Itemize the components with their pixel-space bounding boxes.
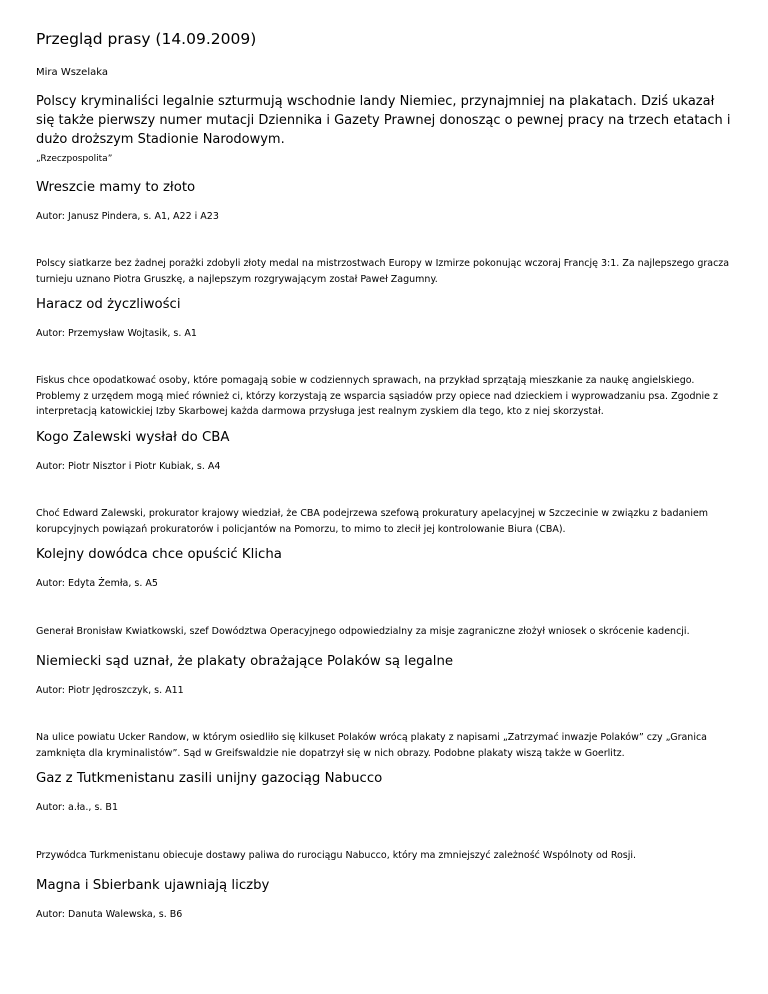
article-body: Przywódca Turkmenistanu obiecuje dostawy paliwa do rurociągu Nabucco, który ma zmniejszyć zależność Wspólnoty od Rosji. <box>36 850 637 861</box>
article <box>36 878 736 920</box>
source-name: „Rzeczpospolita” <box>36 154 113 164</box>
article <box>36 180 736 287</box>
article-body: Na ulice powiatu Ucker Randow, w którym osiedliło się kilkuset Polaków wrócą plakaty z napisami „Zatrzymać inwazje Polaków” czy „Granica zamknięta dla kryminalistów”. Sąd w Greifswaldzie nie dopatrzył się w nich obrazy. Podobne plakaty wiszą także w Goerlitz. <box>36 732 708 759</box>
article-heading: Wreszcie mamy to złoto <box>36 180 196 195</box>
article-author: Autor: a.ła., s. B1 <box>36 802 118 813</box>
article-author: Autor: Przemysław Wojtasik, s. A1 <box>36 328 197 339</box>
article-heading: Gaz z Tutkmenistanu zasili unijny gazociąg Nabucco <box>36 771 383 786</box>
article <box>36 297 736 420</box>
article-author: Autor: Janusz Pindera, s. A1, A22 i A23 <box>36 211 219 222</box>
article-author: Autor: Edyta Żemła, s. A5 <box>36 578 158 589</box>
article <box>36 771 736 864</box>
article-heading: Magna i Sbierbank ujawniają liczby <box>36 878 270 893</box>
review-author: Mira Wszelaka <box>36 67 108 78</box>
article-heading: Kogo Zalewski wysłał do CBA <box>36 430 230 445</box>
article-body: Choć Edward Zalewski, prokurator krajowy wiedział, że CBA podejrzewa szefową prokuratury apelacyjnej w Szczecinie w związku z badaniem korupcyjnych powiązań prokuratorów i policjantów na Pomorzu, to mimo to zlecił jej kontrolowanie Biura (CBA). <box>36 508 709 535</box>
article-body: Generał Bronisław Kwiatkowski, szef Dowództwa Operacyjnego odpowiedzialny za misje zagraniczne złożył wniosek o skrócenie kadencji. <box>36 626 690 637</box>
lead-paragraph: Polscy kryminaliści legalnie szturmują wschodnie landy Niemiec, przynajmniej na plakatach. Dziś ukazał się także pierwszy numer mutacji Dziennika i Gazety Prawnej donosząc o pewnej pracy na trzech etatach i dużo droższym Stadionie Narodowym. <box>36 94 731 147</box>
article <box>36 654 736 761</box>
article-author: Autor: Piotr Nisztor i Piotr Kubiak, s. A4 <box>36 461 221 472</box>
article-body: Fiskus chce opodatkować osoby, które pomagają sobie w codziennych sprawach, na przykład sprzątają mieszkanie za naukę angielskiego. Problemy z urzędem mogą mieć również ci, którzy korzystają ze wsparcia sąsiadów przy opiece nad dzieckiem i wyprowadzaniu psa. Zgodnie z interpretacją katowickiej Izby Skarbowej każda darmowa przysługa jest realnym zyskiem dla tego, kto z niej skorzystał. <box>36 375 718 417</box>
article <box>36 430 736 537</box>
article-body: Polscy siatkarze bez żadnej porażki zdobyli złoty medal na mistrzostwach Europy w Izmirze pokonując wczoraj Francję 3:1. Za najlepszego gracza turnieju uznano Piotra Gruszkę, a najlepszym rozgrywającym został Paweł Zagumny. <box>36 258 730 285</box>
article-heading: Kolejny dowódca chce opuścić Klicha <box>36 547 282 562</box>
article-author: Autor: Danuta Walewska, s. B6 <box>36 909 183 920</box>
article-author: Autor: Piotr Jędroszczyk, s. A11 <box>36 685 184 696</box>
article <box>36 547 736 640</box>
page-title: Przegląd prasy (14.09.2009) <box>36 30 257 48</box>
article-heading: Niemiecki sąd uznał, że plakaty obrażające Polaków są legalne <box>36 654 454 669</box>
article-heading: Haracz od życzliwości <box>36 297 181 312</box>
